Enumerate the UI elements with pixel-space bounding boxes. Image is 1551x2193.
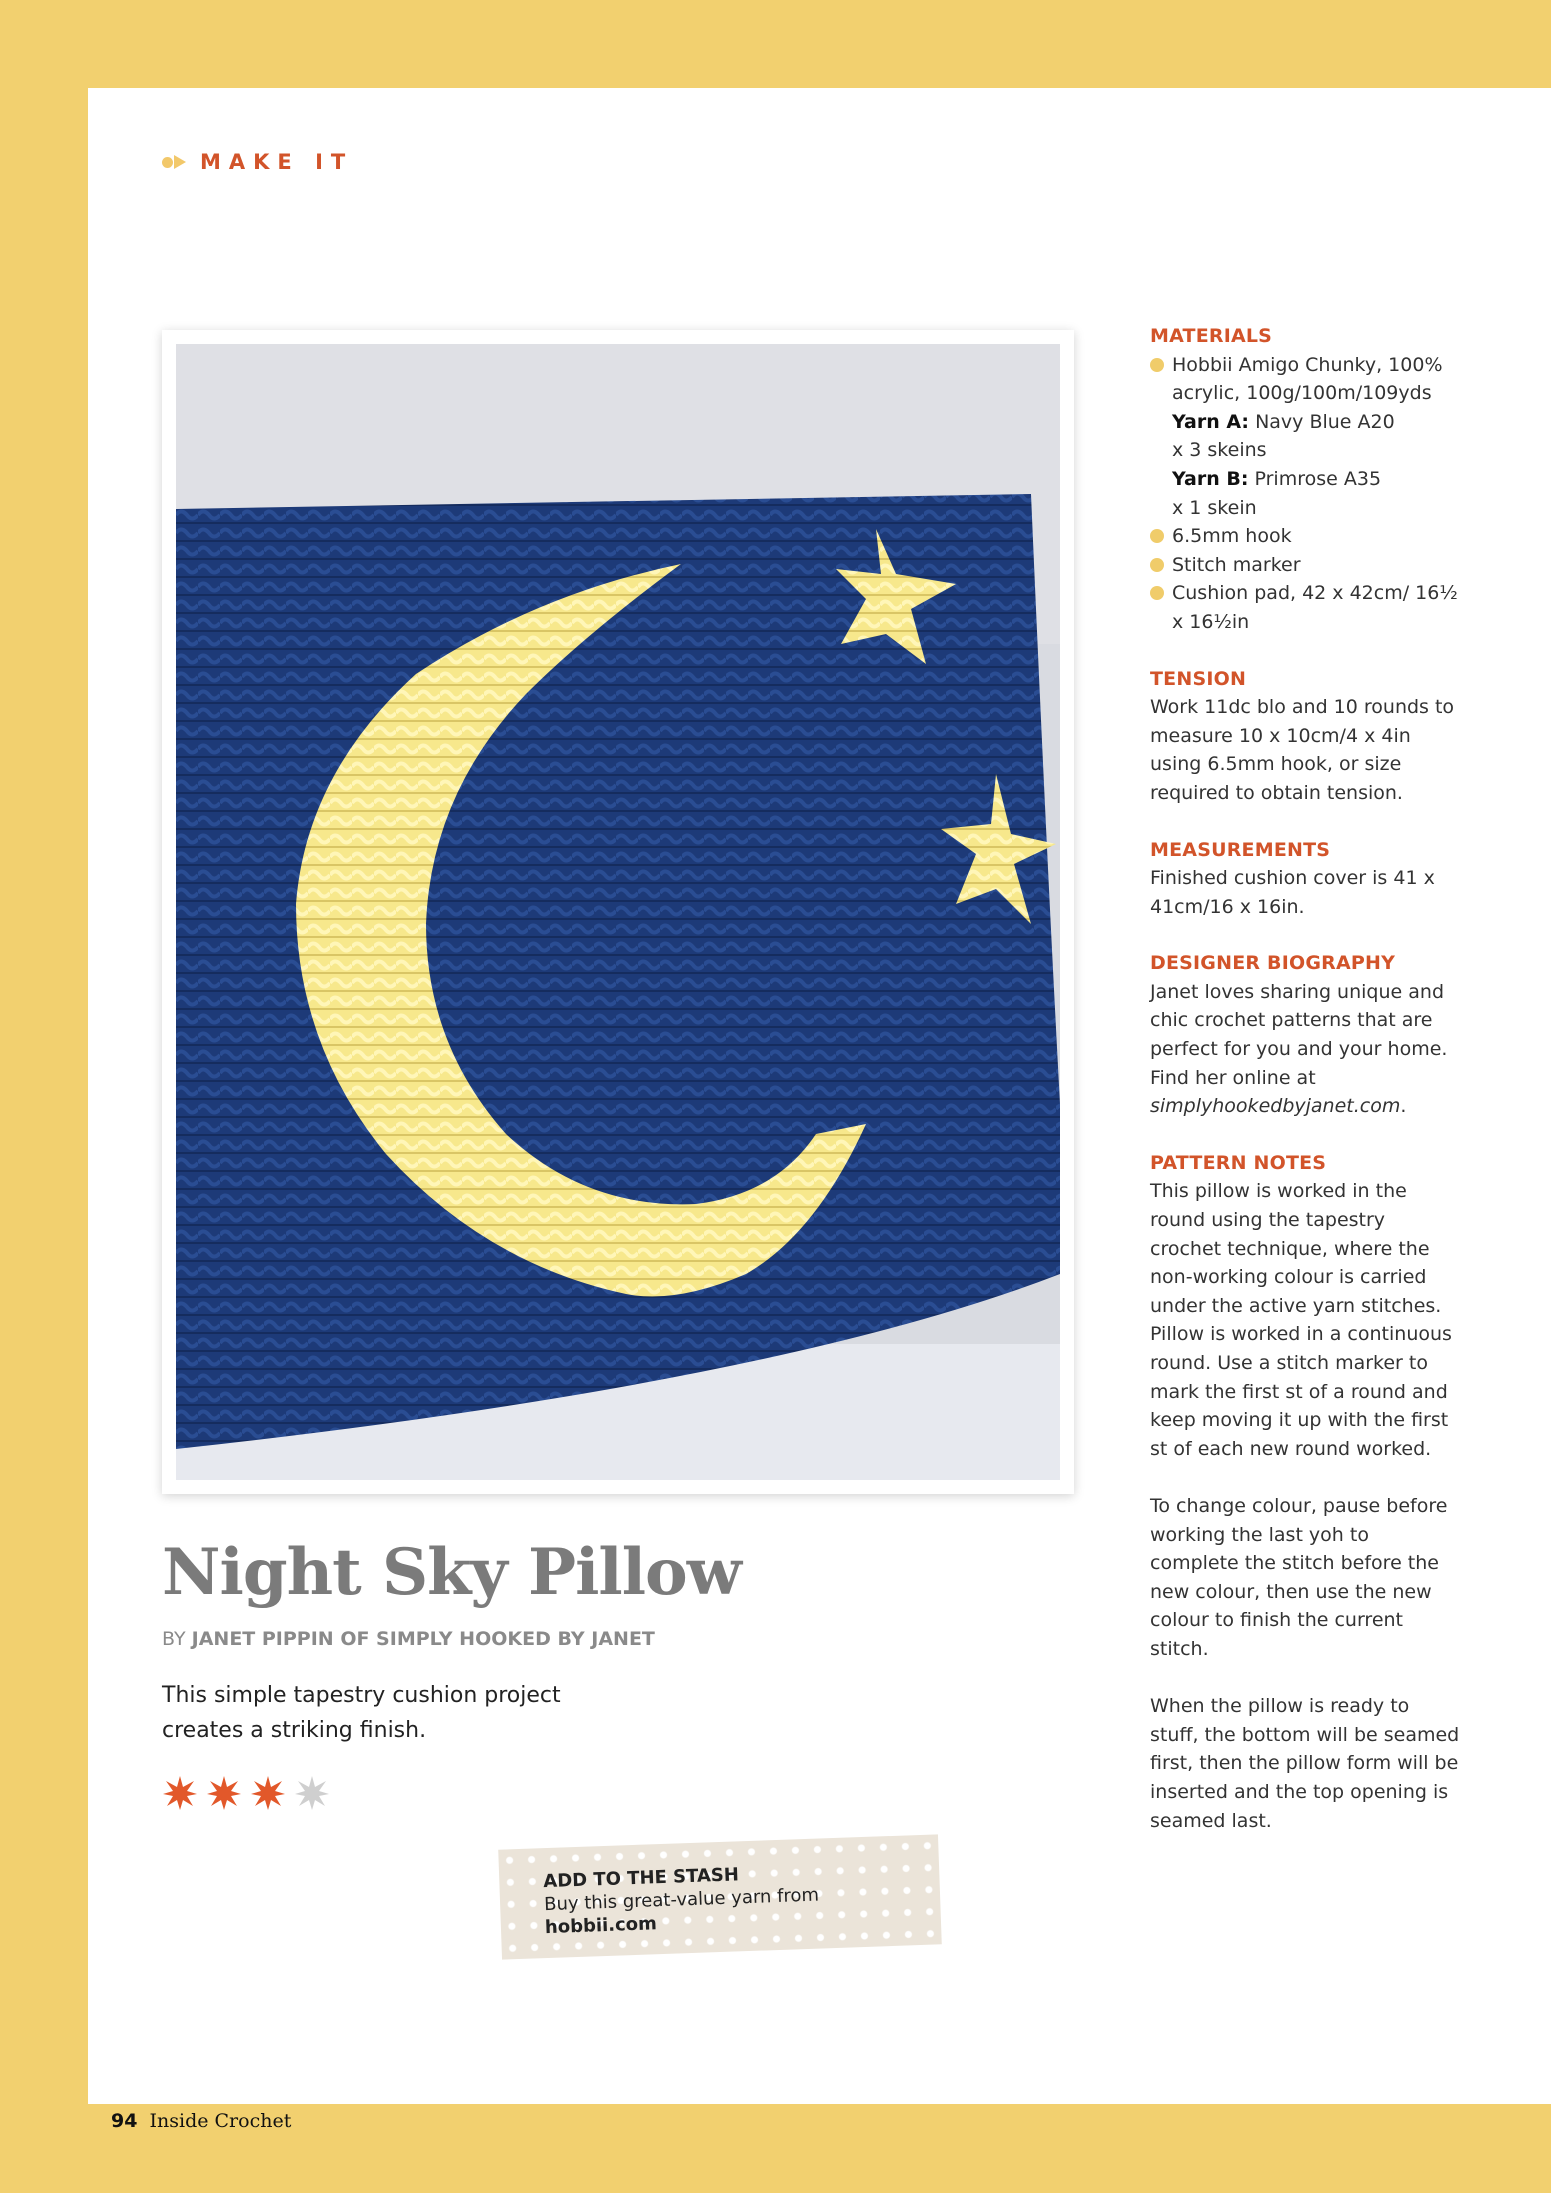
- stash-tape-note: [498, 1834, 942, 1959]
- photo-frame: [162, 330, 1074, 1494]
- materials-section: [1150, 322, 1460, 637]
- byline-prefix: BY: [162, 1628, 186, 1650]
- yarn-b-qty: x 1 skein: [1172, 496, 1257, 519]
- pillow-photo: [176, 344, 1060, 1480]
- biography-end: .: [1400, 1095, 1407, 1118]
- pattern-notes-p3: When the pillow is ready to stuff, the bottom will be seamed first, then the pillow form will be inserted and the top opening is seamed last.: [1150, 1695, 1460, 1832]
- difficulty-rating: [162, 1775, 330, 1811]
- article-title: Night Sky Pillow: [162, 1535, 741, 1610]
- list-item: Cushion pad, 42 x 42cm/ 16½ x 16½in: [1150, 579, 1460, 636]
- biography-section: [1150, 949, 1460, 1121]
- sidebar: [1150, 322, 1460, 1863]
- section-label: MAKE IT: [200, 150, 354, 174]
- biography-body: Janet loves sharing unique and chic crochet patterns that are perfect for you and your home. Find her online at: [1150, 980, 1448, 1089]
- measurements-heading: MEASUREMENTS: [1150, 838, 1331, 861]
- biography-text: [1150, 978, 1460, 1121]
- star-icon-filled: [162, 1775, 198, 1811]
- star-icon-empty: [294, 1775, 330, 1811]
- tension-text: Work 11dc blo and 10 rounds to measure 10 x 10cm/4 x 4in using 6.5mm hook, or size required to obtain tension.: [1150, 696, 1455, 804]
- page-footer: [111, 2110, 291, 2132]
- stash-link[interactable]: hobbii.com: [544, 1913, 658, 1939]
- yarn-a-line: [1150, 408, 1460, 437]
- stash-text: Buy this great-value yarn from: [543, 1884, 820, 1916]
- list-item: [1150, 351, 1460, 408]
- tension-heading: TENSION: [1150, 667, 1247, 690]
- pillow-illustration: [176, 344, 1060, 1480]
- arrow-icon: [162, 155, 188, 169]
- yarn-a-qty: x 3 skeins: [1172, 439, 1267, 462]
- pattern-notes-heading: PATTERN NOTES: [1150, 1151, 1327, 1174]
- pattern-notes-p1: This pillow is worked in the round using the tapestry crochet technique, where the non-working colour is carried under the active yarn stitches. Pillow is worked in a continuous round. Use a stitch marker to mark the first st of a round and keep moving it up with the first st of each new round worked.: [1150, 1180, 1452, 1460]
- tension-section: [1150, 665, 1460, 808]
- byline-author: JANET PIPPIN OF SIMPLY HOOKED BY JANET: [191, 1628, 655, 1650]
- pattern-notes-p2: To change colour, pause before working the last yoh to complete the stitch before the new colour, then use the new colour to finish the current stitch.: [1150, 1494, 1448, 1660]
- yarn-a-label: Yarn A:: [1172, 410, 1250, 433]
- measurements-text: Finished cushion cover is 41 x 41cm/16 x 16in.: [1150, 867, 1435, 918]
- byline: [162, 1628, 655, 1650]
- article-intro: This simple tapestry cushion project creates a striking finish.: [162, 1683, 561, 1743]
- stash-heading: ADD TO THE STASH: [542, 1864, 740, 1893]
- material-yarn: Hobbii Amigo Chunky, 100% acrylic, 100g/100m/109yds: [1172, 353, 1443, 405]
- yarn-b-line: [1150, 465, 1460, 494]
- list-item: Stitch marker: [1150, 551, 1460, 580]
- yarn-b-label: Yarn B:: [1172, 467, 1249, 490]
- list-item: 6.5mm hook: [1150, 522, 1460, 551]
- magazine-name: Inside Crochet: [149, 2110, 292, 2132]
- page-number: 94: [111, 2110, 138, 2132]
- star-icon-filled: [206, 1775, 242, 1811]
- star-icon-filled: [250, 1775, 286, 1811]
- measurements-section: [1150, 836, 1460, 922]
- designer-website-link[interactable]: simplyhookedbyjanet.com: [1150, 1095, 1401, 1118]
- materials-heading: MATERIALS: [1150, 325, 1273, 347]
- section-tag: [162, 150, 353, 174]
- yarn-a-value: Navy Blue A20: [1255, 410, 1395, 433]
- yarn-b-value: Primrose A35: [1254, 467, 1382, 490]
- biography-heading: DESIGNER BIOGRAPHY: [1150, 952, 1396, 975]
- pattern-notes-section: [1150, 1149, 1460, 1835]
